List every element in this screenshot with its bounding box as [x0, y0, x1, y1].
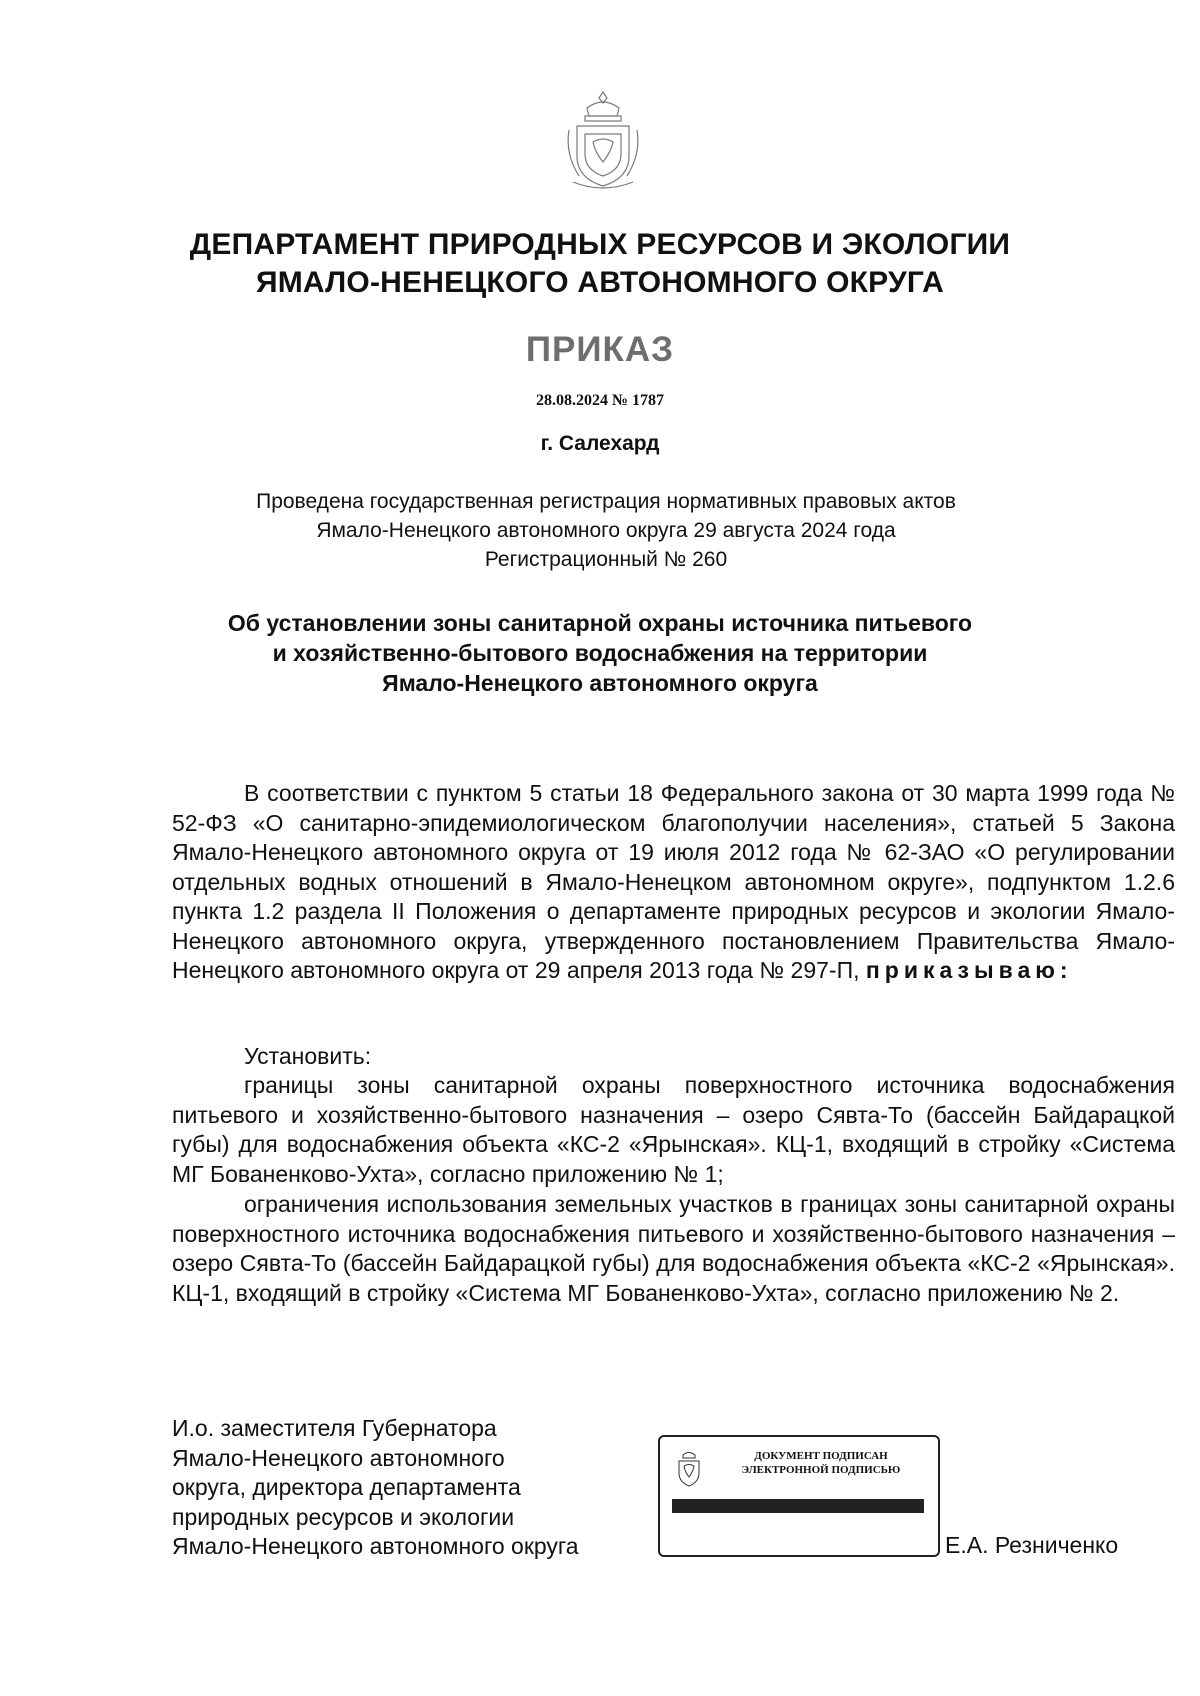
signer-position-line3: округа, директора департамента [172, 1474, 521, 1500]
electronic-signature-stamp [658, 1435, 940, 1557]
registration-note [0, 487, 1200, 574]
order-date-number: 28.08.2024 № 1787 [535, 392, 665, 409]
department-title [0, 226, 1200, 302]
order-heading: ПРИКАЗ [525, 330, 675, 369]
registration-line2: Ямало-Ненецкого автономного округа 29 августа 2024 года [316, 519, 896, 542]
registration-line1: Проведена государственная регистрация нормативных правовых актов [256, 490, 956, 513]
order-subject [0, 608, 1200, 698]
signer-position [172, 1414, 692, 1562]
subject-line1: Об установлении зоны санитарной охраны источника питьевого [227, 610, 973, 636]
stamp-title-line1: ДОКУМЕНТ ПОДПИСАН [754, 1450, 888, 1462]
coat-of-arms-icon [563, 90, 643, 194]
stamp-title-line2: ЭЛЕКТРОННОЙ ПОДПИСЬЮ [741, 1464, 901, 1476]
stamp-coat-of-arms-icon [674, 1449, 704, 1489]
item-land-restrictions: ограничения использования земельных участков в границах зоны санитарной охраны поверхностного источника водоснабжения питьевого и хозяйственно-бытового назначения – озеро Сявта-То (бассейн Байдарацкой губы) для водоснабжения объекта «КС-2 «Ярынская». КЦ-1, входящий в стройку «Система МГ Бованенково-Ухта», согласно приложению № 2. [172, 1191, 1175, 1306]
preamble-paragraph [172, 779, 1175, 986]
registration-line3: Регистрационный № 260 [484, 548, 728, 571]
department-title-line1: ДЕПАРТАМЕНТ ПРИРОДНЫХ РЕСУРСОВ И ЭКОЛОГИИ [189, 228, 1011, 261]
item-zone-boundaries: границы зоны санитарной охраны поверхностного источника водоснабжения питьевого и хозяйственно-бытового назначения – озеро Сявта-То (бассейн Байдарацкой губы) для водоснабжения объекта «КС-2 «Ярынская». КЦ-1, входящий в стройку «Система МГ Бованенково-Ухта», согласно приложению № 1; [172, 1072, 1175, 1187]
order-directive: приказываю: [865, 957, 1073, 983]
preamble-text: В соответствии с пунктом 5 статьи 18 Федерального закона от 30 марта 1999 года № 52-ФЗ «О санитарно-эпидемиологическом благополучии населения», статьей 5 Закона Ямало-Ненецкого автономного округа от 19 июля 2012 года № 62-ЗАО «О регулировании отдельных водных отношений в Ямало-Ненецком автономном округе», подпунктом 1.2.6 пункта 1.2 раздела II Положения о департаменте природных ресурсов и экологии Ямало-Ненецкого автономного округа, утвержденного постановлением Правительства Ямало-Ненецкого автономного округа от 29 апреля 2013 года № 297-П, [172, 780, 1175, 983]
signer-position-line4: природных ресурсов и экологии [172, 1503, 515, 1530]
stamp-certificate-bar [672, 1499, 924, 1513]
establish-heading: Установить: [244, 1043, 372, 1069]
department-title-line2: ЯМАЛО-НЕНЕЦКОГО АВТОНОМНОГО ОКРУГА [255, 266, 945, 299]
signer-name: Е.А. Резниченко [945, 1532, 1119, 1558]
stamp-title [718, 1449, 924, 1477]
signer-position-line1: И.о. заместителя Губернатора [172, 1415, 497, 1441]
subject-line2: и хозяйственно-бытового водоснабжения на территории [272, 640, 928, 666]
signer-position-line5: Ямало-Ненецкого автономного округа [172, 1533, 579, 1559]
order-city: г. Салехард [540, 432, 660, 455]
signer-position-line2: Ямало-Ненецкого автономного [172, 1444, 505, 1471]
subject-line3: Ямало-Ненецкого автономного округа [382, 670, 818, 696]
